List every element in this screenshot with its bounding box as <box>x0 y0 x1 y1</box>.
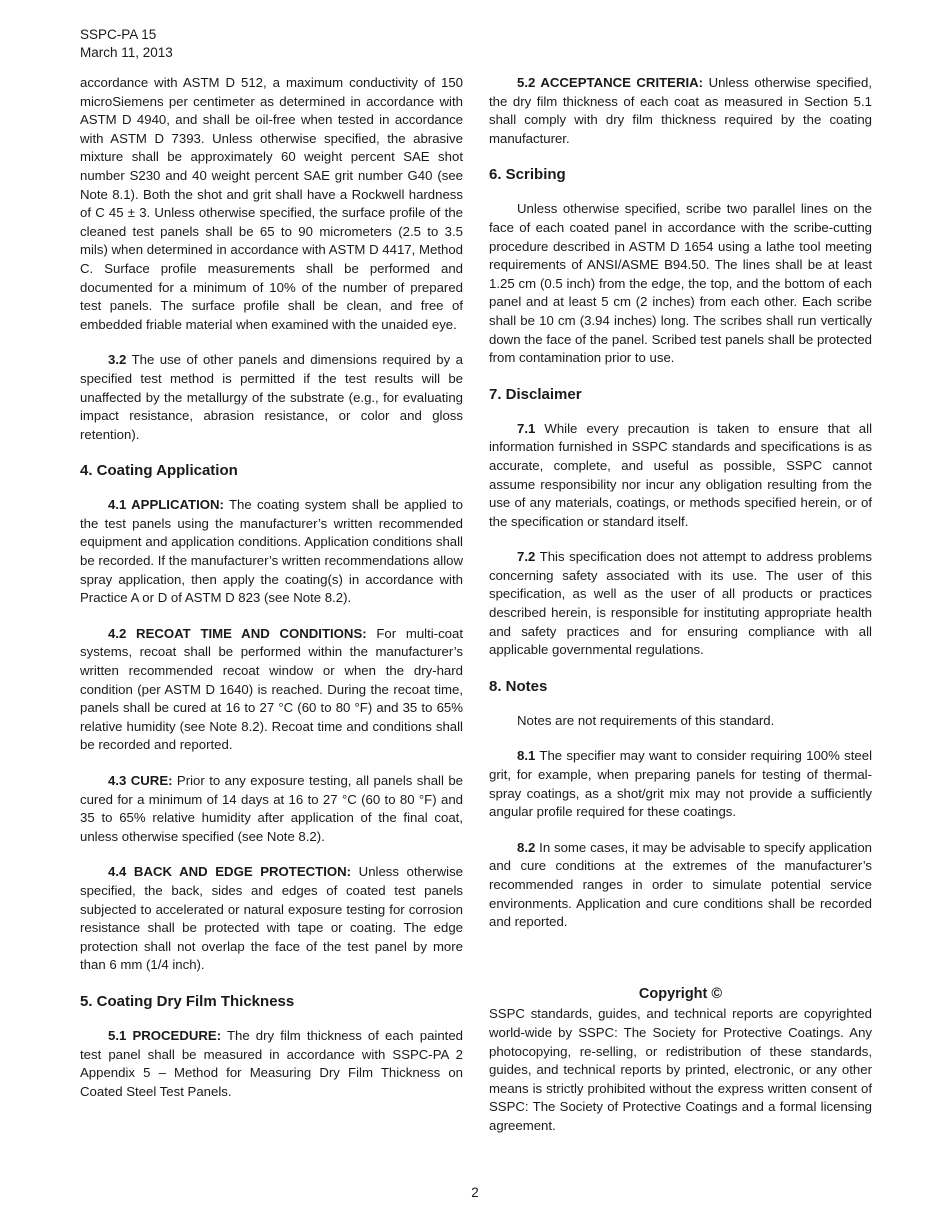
section-number: 3.2 <box>108 352 127 368</box>
copyright-title: Copyright © <box>638 985 723 1002</box>
copyright-text: SSPC standards, guides, and technical reports are copyrighted world-wide by SSPC: The Society for Protective Coatings. Any photocopying, re-selling, or redistribution of these standards, guides, and technical reports by printed, electronic, or any other means is strictly prohibited without the express written consent of SSPC: The Society of Protective Coatings and a formal licensing agreement. <box>489 1006 872 1133</box>
paragraph-8-1: 8.1 The specifier may want to consider requiring 100% steel grit, for example, when preparing panels for testing of thermal-spray coatings, as a shot/grit mix may not provide a sufficiently angular profile required for these coatings. <box>489 748 872 820</box>
paragraph-notes-intro: Notes are not requirements of this standard. <box>517 712 775 728</box>
paragraph-5-1: 5.1 PROCEDURE: The dry film thickness of each painted test panel shall be measured in accordance with SSPC-PA 2 Appendix 5 – Method for Measuring Dry Film Thickness on Coated Steel Test Panels. <box>80 1027 464 1099</box>
section-number: 8.2 <box>517 839 536 855</box>
paragraph-3-2: 3.2 The use of other panels and dimensions required by a specified test method is permitted if the test results will be unaffected by the metallurgy of the substrate (e.g., for evaluating impact resistance, abrasion resistance, or color and gloss retention). <box>80 352 463 442</box>
paragraph-8-2: 8.2 In some cases, it may be advisable to specify application and cure conditions at the extremes of the manufacturer’s recommended ranges in order to simulate potential service environments. Application and cure conditions shall be recorded and reported. <box>489 839 872 930</box>
heading-notes: 8. Notes <box>489 677 548 695</box>
paragraph-3-1-continued: accordance with ASTM D 512, a maximum conductivity of 150 microSiemens per centimeter as determined in accordance with ASTM D 4940, and shall be oil-free when tested in accordance with ASTM D 7393. Unless otherwise specified, the abrasive mixture shall be approximately 60 weight percent SAE shot number S230 and 40 weight percent SAE grit number G40 (see Note 8.1). Both the shot and grit shall have a Rockwell hardness of C 45 ± 3. Unless otherwise specified, the surface profile of the cleaned test panels shall be 65 to 90 micrometers (2.5 to 3.5 mils) when determined in accordance with ASTM D 4417, Method C. Surface profile measurements shall be performed and documented for a minimum of 10% of the number of prepared test panels. The surface profile shall be clean, and free of embedded friable material when examined with the unaided eye. <box>80 75 463 332</box>
left-column <box>80 74 463 1118</box>
paragraph-4-3: 4.3 CURE: Prior to any exposure testing, all panels shall be cured for a minimum of 14 days at 16 to 27 °C (60 to 80 °F) and 35 to 65% relative humidity after application of the final coat, unless otherwise specified (see Note 8.2). <box>80 773 463 844</box>
paragraph-4-1: 4.1 APPLICATION: The coating system shall be applied to the test panels using the manufacturer’s written recommended equipment and application conditions. Application conditions shall be recorded. If the manufacturer’s written recommendations allow spray application, then apply the coating(s) in accordance with Practice A or D of ASTM D 823 (see Note 8.2). <box>80 497 463 606</box>
heading-scribing: 6. Scribing <box>489 166 566 184</box>
page-number: 2 <box>471 1185 479 1200</box>
section-label: 4.4 BACK AND EDGE PROTECTION: <box>108 864 352 880</box>
section-number: 8.1 <box>517 748 536 764</box>
paragraph-4-4: 4.4 BACK AND EDGE PROTECTION: Unless otherwise specified, the back, sides and edges of coated test panels subjected to accelerated or natural exposure testing for corrosion resistance shall be protected with tape or coating. The edge protection shall not overlap the face of the test panel by more than 6 mm (1/4 inch). <box>80 864 463 973</box>
heading-disclaimer: 7. Disclaimer <box>489 385 582 403</box>
paragraph-6: Unless otherwise specified, scribe two parallel lines on the face of each coated panel in accordance with the scribe-cutting procedure described in ASTM D 1654 using a lathe tool meeting requirements of ANSI/ASME B94.50. The lines shall be at least 1.25 cm (0.5 inch) from the edge, the top, and the bottom of each panel and at least 5 cm (2 inches) from each other. Each scribe shall be 10 cm (3.94 inches) long. The scribes shall run vertically down the face of the panel. Scribed test panels shall be protected from contamination prior to use. <box>489 201 872 366</box>
spacer <box>489 949 872 985</box>
section-number: 7.2 <box>517 549 536 565</box>
right-column <box>489 74 872 1153</box>
paragraph-4-2: 4.2 RECOAT TIME AND CONDITIONS: For multi-coat systems, recoat shall be performed within the manufacturer’s written recommended recoat window or when the dry-hard condition (per ASTM D 1640) is reached. During the recoat time, panels shall be cured at 16 to 27 °C (60 to 80 °F) and 35 to 65% relative humidity (see Note 8.2). Recoat time and conditions shall be recorded and reported. <box>80 625 463 753</box>
section-number: 7.1 <box>517 420 536 436</box>
paragraph-7-2: 7.2 This specification does not attempt to address problems concerning safety associated with its use. The user of this specification, as well as the user of all products or practices described herein, is responsible for instituting appropriate health and safety practices and for ensuring compliance with all applicable governmental regulations. <box>489 549 872 658</box>
section-label: 5.2 ACCEPTANCE CRITERIA: <box>517 75 704 90</box>
section-label: 4.2 RECOAT TIME AND CONDITIONS: <box>108 625 367 641</box>
heading-coating-application: 4. Coating Application <box>80 462 238 480</box>
paragraph-5-2: 5.2 ACCEPTANCE CRITERIA: Unless otherwise specified, the dry film thickness of each coat as measured in Section 5.1 shall comply with dry film thickness required by the coating manufacturer. <box>489 75 873 146</box>
section-label: 4.1 APPLICATION: <box>108 497 224 513</box>
section-label: 4.3 CURE: <box>108 773 173 788</box>
page-header <box>80 26 173 62</box>
section-label: 5.1 PROCEDURE: <box>108 1027 222 1043</box>
doc-id: SSPC-PA 15 <box>80 27 157 42</box>
paragraph-7-1: 7.1 While every precaution is taken to ensure that all information furnished in SSPC standards and specifications is as accurate, complete, and useful as possible, SSPC cannot assume responsibility nor incur any obligation resulting from the use of any materials, coatings, or methods specified herein, or of the specification or standard itself. <box>489 420 872 529</box>
heading-dry-film-thickness: 5. Coating Dry Film Thickness <box>80 992 295 1010</box>
doc-date: March 11, 2013 <box>80 45 173 60</box>
